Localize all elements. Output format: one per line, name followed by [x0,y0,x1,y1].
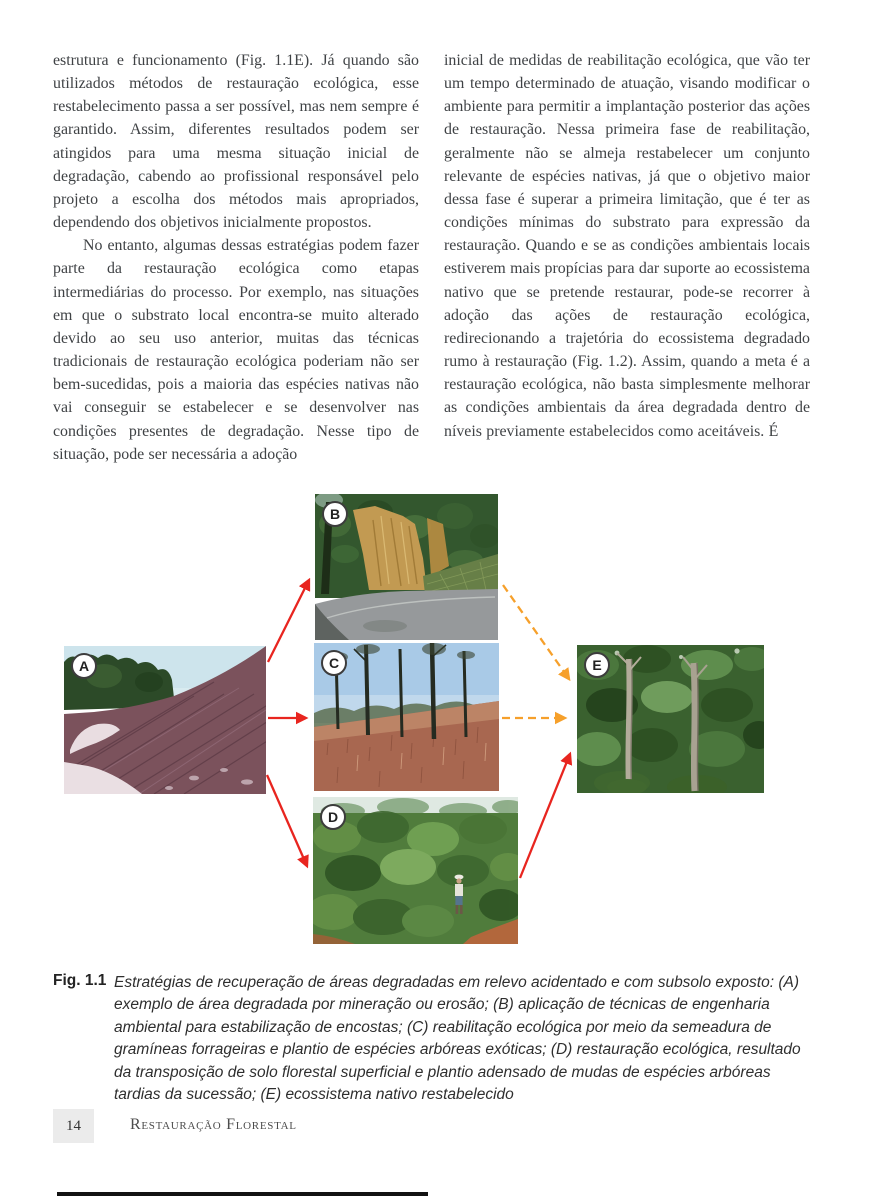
figure-photo-c-dry-grassland [314,643,499,791]
arrow-d-to-e [520,754,570,878]
figure-number: Fig. 1.1 [53,972,107,989]
figure-label-b: B [322,501,348,527]
arrow-a-to-b [268,580,309,662]
figure-photo-a-degraded-mine-slope [64,646,266,794]
figure-label-c: C [321,650,347,676]
figure-label-d: D [320,804,346,830]
page-number: 14 [53,1109,94,1143]
running-footer-book-title: Restauração Florestal [130,1116,297,1133]
figure-photo-d-restoration-regrowth [313,797,518,944]
figure-label-e: E [584,652,610,678]
footer-rule [57,1192,428,1196]
text-column-left [53,49,419,466]
figure-label-a: A [71,653,97,679]
figure-photo-e-native-forest [577,645,764,793]
arrow-b-to-e-dashed [503,585,569,679]
text-column-right [444,49,810,443]
body-paragraph: No entanto, algumas dessas estratégias podem fazer parte da restauração ecológica como etapas intermediárias do processo. Por exemplo, nas situações em que o substrato local encontra-se muito alterado devido ao seu uso anterior, muitas das técnicas tradicionais de restauração ecológica poderiam não ser bem-sucedidas, pois a maioria das espécies nativas não vai conseguir se estabelecer e se desenvolver nas condições presentes de degradação. Nesse tipo de situação, pode ser necessária a adoção [53,237,419,463]
arrow-a-to-d [267,775,307,866]
figure-photo-b-road-landslide [315,494,498,640]
body-paragraph: inicial de medidas de reabilitação ecológica, que vão ter um tempo determinado de atuação, visando modificar o ambiente para permitir a implantação posterior das ações de restauração. Nessa primeira fase de reabilitação, geralmente não se almeja restabelecer um conjunto relevante de espécies nativas, já que o objetivo maior dessa fase é superar a primeira limitação, que é ter as condições mínimas do substrato para expressão da restauração. Quando e se as condições ambientais locais estiverem mais propícias para dar suporte ao ecossistema nativo que se pretende restaurar, pode-se recorrer à adoção das ações de restauração ecológica, redirecionando a trajetória do ecossistema degradado rumo à restauração (Fig. 1.2). Assim, quando a meta é a restauração ecológica, não basta simplesmente melhorar as condições ambientais da área degradada dentro de níveis previamente estabelecidos como aceitáveis. É [444,52,810,440]
body-paragraph: estrutura e funcionamento (Fig. 1.1E). Já quando são utilizados métodos de restauração ecológica, esse restabelecimento passa a ser possível, mas nem sempre é garantido. Assim, diferentes resultados podem ser atingidos para uma mesma situação inicial de degradação, cabendo ao profissional responsável pelo projeto a escolha dos métodos mais apropriados, dependendo dos objetivos inicialmente propostos. [53,52,419,232]
figure-caption: Estratégias de recuperação de áreas degradadas em relevo acidentado e com subsolo exposto: (A) exemplo de área degradada por mineração ou erosão; (B) aplicação de técnicas de engenharia ambiental para estabilização de encostas; (C) reabilitação ecológica por meio da semeadura de gramíneas forrageiras e plantio de espécies arbóreas exóticas; (D) restauração ecológica, resultado da transposição de solo florestal superficial e plantio adensado de mudas de espécies arbóreas tardias da sucessão; (E) ecossistema nativo restabelecido [114,974,801,1104]
